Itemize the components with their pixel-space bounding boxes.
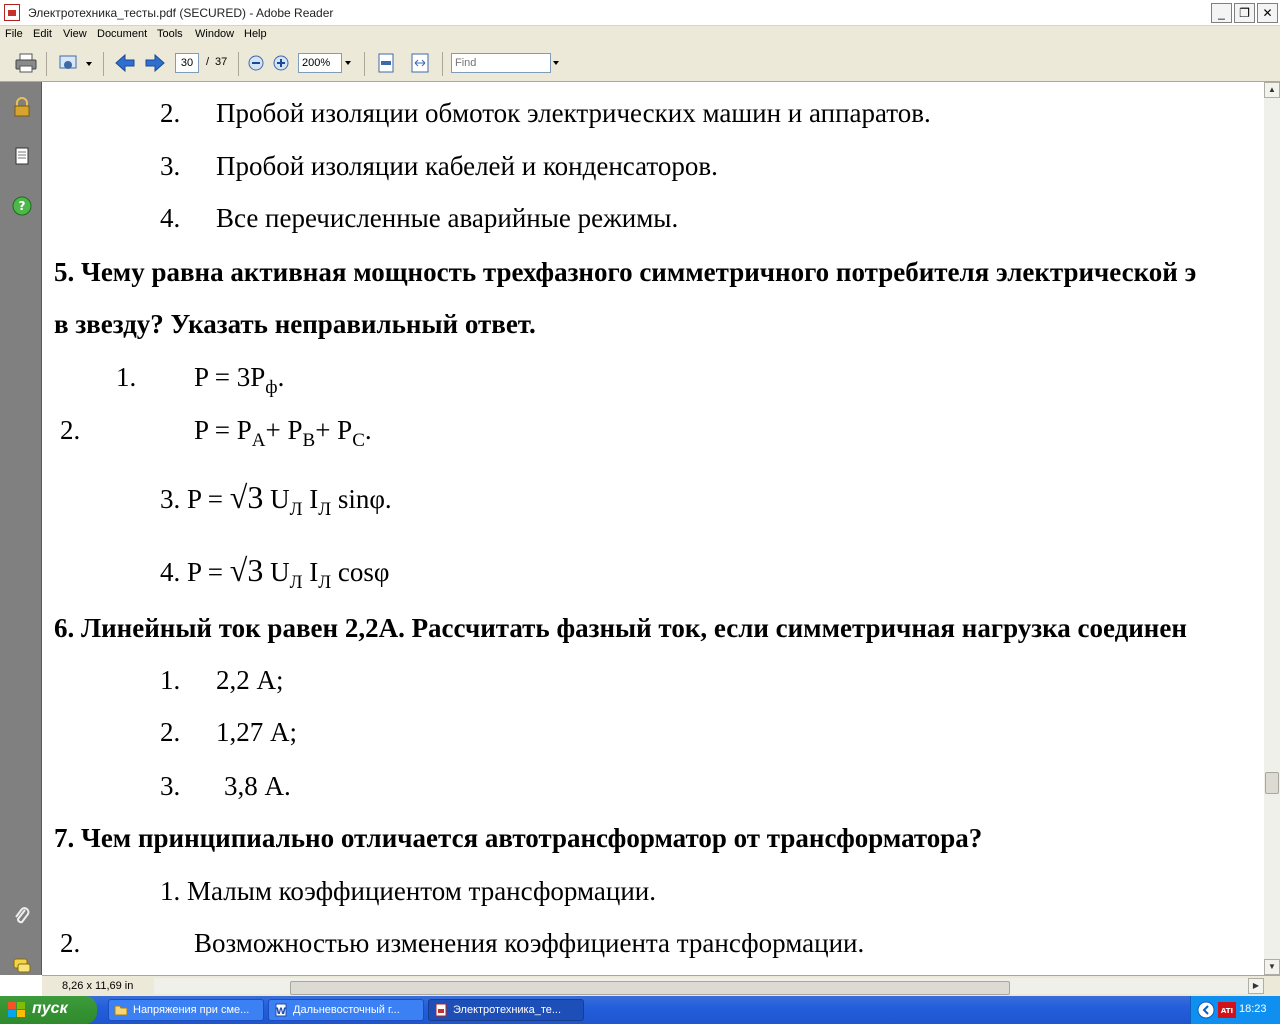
q7-option-1: 1. Малым коэффициентом трансформации. [160, 876, 657, 906]
option-text: Все перечисленные аварийные режимы. [216, 203, 679, 233]
document-page [42, 82, 1264, 975]
pages-icon[interactable] [11, 145, 33, 167]
task-label: Дальневосточный г... [293, 1004, 400, 1016]
option-number: 3. [160, 771, 181, 801]
question-5-line-1: 5. Чему равна активная мощность трехфазного симметричного потребителя электрической э [54, 257, 1197, 287]
toolbar [0, 44, 1280, 82]
fit-width-icon[interactable] [408, 52, 432, 74]
find-dropdown-icon[interactable] [551, 56, 561, 70]
option-number: 1. [116, 362, 137, 392]
option-number: 1. [160, 665, 181, 695]
option-number: 2. [160, 717, 181, 747]
formula-part: U [270, 557, 290, 587]
option-number: 2. [60, 415, 81, 445]
formula [194, 362, 284, 399]
windows-logo-icon [8, 1002, 26, 1018]
q5-option-4 [160, 552, 389, 594]
formula-subscript: Л [318, 499, 332, 520]
ati-catalyst-icon[interactable] [1218, 1002, 1236, 1018]
vertical-scrollbar[interactable] [1264, 82, 1280, 975]
find-input[interactable] [451, 53, 551, 73]
print-icon[interactable] [14, 52, 38, 74]
horizontal-scroll-thumb[interactable] [290, 981, 1010, 995]
formula-subscript: Л [289, 572, 303, 593]
menu-file[interactable]: File [5, 28, 23, 40]
formula-part: I [309, 557, 319, 587]
windows-taskbar [0, 996, 1280, 1024]
toolbar-separator [103, 52, 104, 76]
option-text: Возможностью изменения коэффициента трансформации. [194, 928, 865, 958]
formula-subscript: A [251, 430, 266, 451]
pdf-document-icon [434, 1003, 448, 1017]
q5-option-3 [160, 479, 392, 521]
formula-part: P = P [194, 415, 252, 445]
page-total: 37 [215, 56, 228, 68]
menu-view[interactable]: View [63, 28, 87, 40]
zoom-out-icon[interactable] [246, 52, 266, 74]
adobe-reader-icon [4, 4, 20, 21]
option-text: 2,2 А; [216, 665, 284, 695]
close-button[interactable]: ✕ [1257, 3, 1278, 23]
formula-subscript: ф [265, 377, 278, 398]
previous-page-icon[interactable] [113, 52, 137, 74]
scroll-right-arrow-icon[interactable]: ▶ [1248, 978, 1264, 994]
formula [194, 415, 372, 452]
q6-option-1 [160, 665, 284, 696]
q5-option-1 [116, 362, 285, 398]
question-7: 7. Чем принципиально отличается автотрансформатор от трансформатора? [54, 823, 983, 853]
option-text: Пробой изоляции обмоток электрических машин и аппаратов. [216, 98, 931, 128]
formula-subscript: Л [289, 499, 303, 520]
folder-icon [114, 1003, 128, 1017]
task-word-document[interactable] [268, 999, 424, 1021]
q6-option-3 [160, 771, 291, 802]
q4-option-4 [160, 203, 679, 234]
q4-option-2 [160, 98, 931, 129]
q7-option-2 [60, 928, 865, 959]
svg-text:?: ? [18, 199, 26, 213]
formula-subscript: Л [318, 572, 332, 593]
attachments-paperclip-icon[interactable] [11, 905, 33, 927]
page-size-label: 8,26 x 11,69 in [62, 980, 134, 992]
q4-option-3 [160, 151, 718, 182]
question-6: 6. Линейный ток равен 2,2А. Рассчитать фазный ток, если симметричная нагрузка соединен [54, 613, 1187, 643]
option-number: 2. [60, 928, 81, 958]
svg-text:W: W [276, 1007, 286, 1017]
window-title: Электротехника_тесты.pdf (SECURED) - Adobe Reader [28, 6, 334, 20]
formula-part: sinφ. [337, 484, 392, 514]
formula-part: U [270, 484, 290, 514]
page-number-input[interactable] [175, 53, 199, 73]
svg-text:ATI: ATI [1220, 1007, 1234, 1015]
menu-window[interactable]: Window [195, 28, 235, 40]
task-label: Электротехника_те... [453, 1004, 562, 1016]
menu-bar [0, 26, 1280, 44]
menu-help[interactable]: Help [244, 28, 267, 40]
page-separator: / [206, 56, 210, 68]
formula-subscript: C [352, 430, 365, 451]
word-document-icon [274, 1003, 288, 1017]
comments-icon[interactable] [11, 955, 33, 977]
option-text: 1,27 А; [216, 717, 297, 747]
formula-part: . [364, 415, 372, 445]
navigation-sidebar [0, 82, 42, 975]
option-number: 4. [160, 203, 181, 233]
zoom-in-icon[interactable] [271, 52, 291, 74]
toolbar-separator [46, 52, 47, 76]
start-label: пуск [32, 1000, 68, 1017]
toolbar-separator [364, 52, 365, 76]
menu-tools[interactable]: Tools [157, 28, 183, 40]
formula-part: cosφ [337, 557, 390, 587]
start-button[interactable] [0, 996, 97, 1024]
option-number: 2. [160, 98, 181, 128]
formula-part: 4. P = [160, 557, 223, 587]
toolbar-separator [238, 52, 239, 76]
q6-option-2 [160, 717, 297, 748]
zoom-dropdown-icon[interactable] [343, 56, 353, 70]
formula-part: I [309, 484, 319, 514]
restore-button[interactable]: ❐ [1234, 3, 1255, 23]
scroll-up-arrow-icon[interactable]: ▲ [1264, 82, 1280, 98]
option-number: 3. [160, 151, 181, 181]
next-page-icon[interactable] [143, 52, 167, 74]
toolbar-separator [442, 52, 443, 76]
minimize-button[interactable]: _ [1211, 3, 1232, 23]
security-lock-icon[interactable] [11, 96, 33, 118]
vertical-scroll-thumb[interactable] [1265, 772, 1279, 794]
square-root-symbol: √3 [229, 552, 264, 588]
option-text: 3,8 А. [224, 771, 291, 801]
formula-part: 3. P = [160, 484, 223, 514]
formula-subscript: B [302, 430, 316, 451]
formula-part: + P [265, 415, 303, 445]
system-tray [1190, 996, 1280, 1024]
select-tool-icon[interactable] [58, 52, 94, 74]
formula-part: + P [315, 415, 353, 445]
zoom-level-input[interactable] [298, 53, 342, 73]
question-5-line-2: в звезду? Указать неправильный ответ. [54, 309, 536, 339]
clock: 18:23 [1239, 1003, 1267, 1015]
status-bar [42, 975, 1280, 996]
formula-part: P = 3P [194, 362, 266, 392]
square-root-symbol: √3 [229, 479, 264, 515]
option-text: Пробой изоляции кабелей и конденсаторов. [216, 151, 718, 181]
task-label: Напряжения при сме... [133, 1004, 250, 1016]
horizontal-scrollbar[interactable] [154, 978, 1248, 994]
title-bar [0, 0, 1280, 26]
help-icon[interactable] [11, 195, 33, 217]
q5-option-2 [60, 415, 372, 451]
task-folder[interactable] [108, 999, 264, 1021]
fit-page-icon[interactable] [374, 52, 398, 74]
scroll-down-arrow-icon[interactable]: ▼ [1264, 959, 1280, 975]
tray-expand-icon[interactable] [1197, 1001, 1215, 1019]
menu-edit[interactable]: Edit [33, 28, 52, 40]
task-adobe-reader[interactable] [428, 999, 584, 1021]
menu-document[interactable]: Document [97, 28, 148, 40]
formula-part: . [277, 362, 285, 392]
